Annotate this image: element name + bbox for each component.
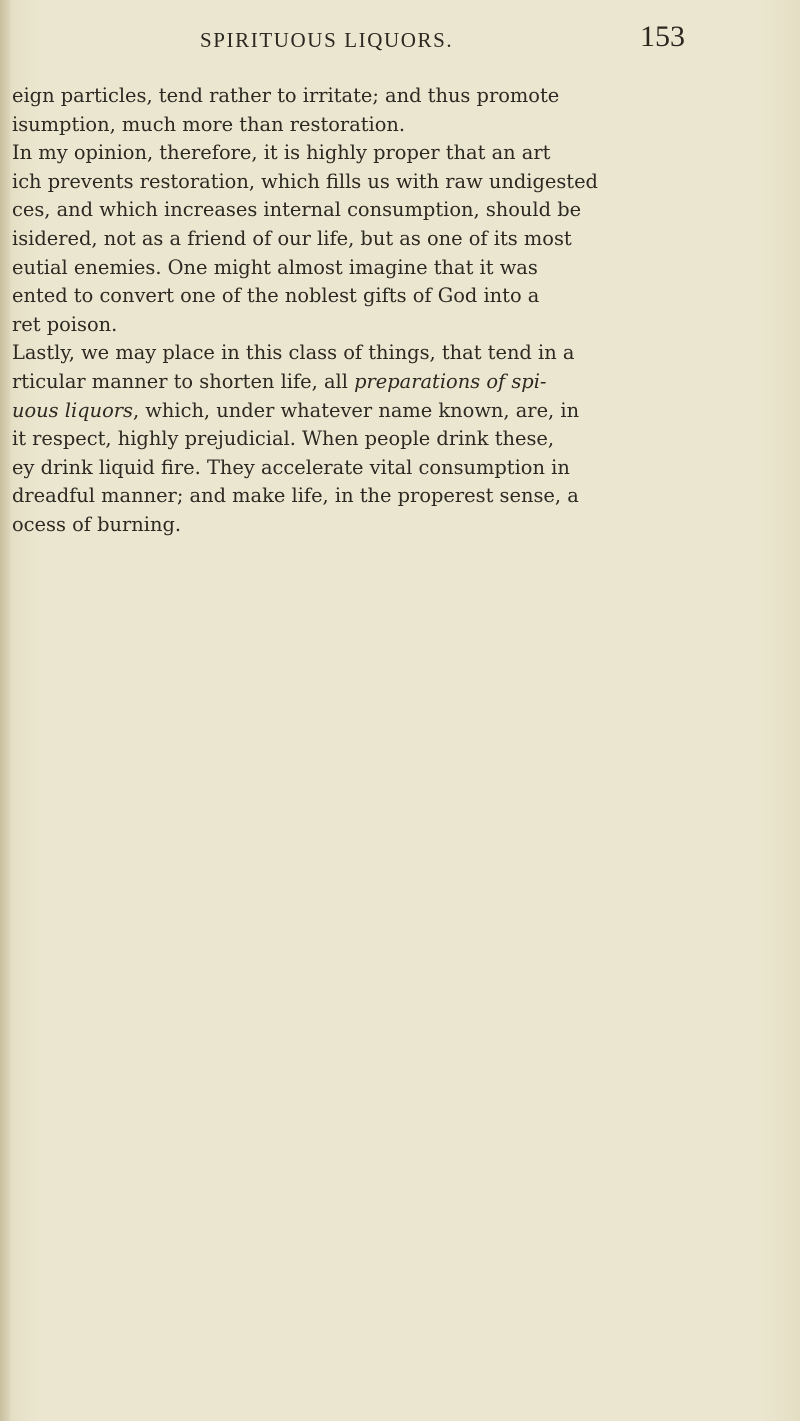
- text-line: eign particles, tend rather to irritate; and thus promote: [12, 84, 560, 107]
- page-number: 153: [640, 20, 685, 53]
- italic-phrase: uous liquors: [12, 398, 133, 422]
- running-title: SPIRITUOUS LIQUORS.: [200, 28, 454, 52]
- text-line: ented to convert one of the noblest gifts of God into a: [12, 284, 540, 308]
- text-line: ret poison.: [12, 312, 118, 336]
- text-line: eutial enemies. One might almost imagine that it was: [12, 255, 538, 279]
- page-binding-edge: [0, 0, 10, 1421]
- text-line: ey drink liquid fire. They accelerate vital consumption in: [12, 455, 570, 479]
- text-line: dreadful manner; and make life, in the properest sense, a: [12, 484, 579, 508]
- text-line: isidered, not as a friend of our life, but as one of its most: [12, 226, 572, 250]
- text-line: ich prevents restoration, which fills us with raw undigested: [12, 169, 598, 193]
- body-text: [12, 82, 800, 540]
- running-head: [0, 20, 800, 60]
- italic-phrase: preparations of spi-: [354, 369, 547, 393]
- text-line: In my opinion, therefore, it is highly proper that an art: [12, 141, 551, 165]
- text-line: isumption, much more than restoration.: [12, 112, 406, 136]
- text-line: ces, and which increases internal consumption, should be: [12, 198, 582, 222]
- text-line: ocess of burning.: [12, 512, 182, 536]
- text-line: rticular manner to shorten life, all preparations of spi-: [12, 369, 547, 393]
- text-line: Lastly, we may place in this class of things, that tend in a: [12, 341, 575, 365]
- text-line: it respect, highly prejudicial. When people drink these,: [12, 427, 555, 451]
- text-line: uous liquors, which, under whatever name known, are, in: [12, 398, 580, 422]
